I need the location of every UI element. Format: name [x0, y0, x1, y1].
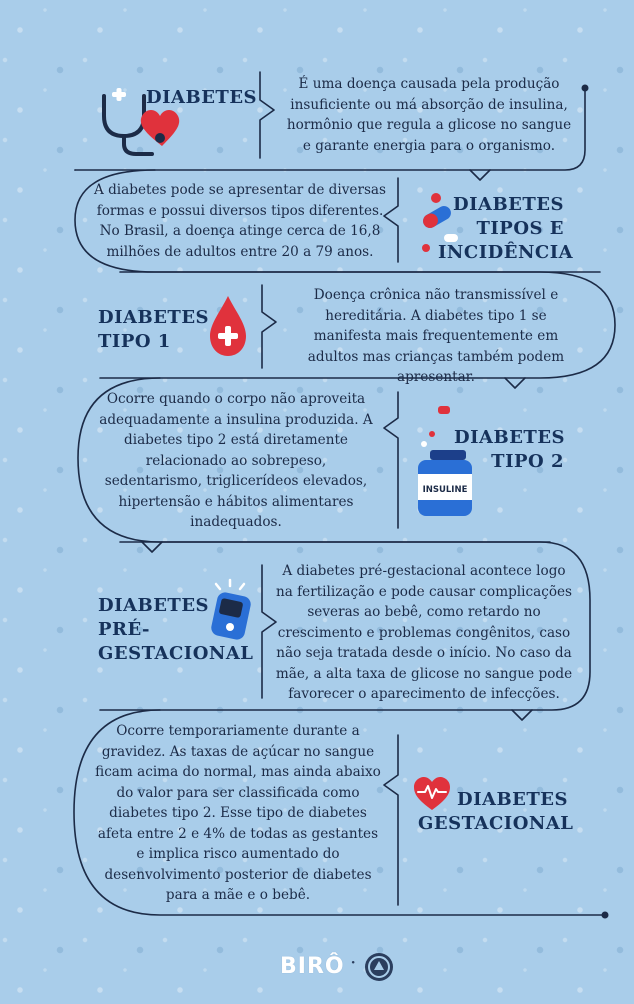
section-text: É uma doença causada pela produção insuficiente ou má absorção de insulina, hormônio que regula a glicose no sangue e garante energia para o organismo.: [286, 76, 572, 154]
section-text: Ocorre quando o corpo não aproveita adequadamente a insulina produzida. A diabetes tipo 2 está diretamente relacionado ao sobrepeso, sedentarismo, triglicerídeos elevados, hipertensão e hábitos alimentares inadequados.: [99, 391, 373, 530]
blood-drop-icon: [206, 294, 250, 358]
biro-logo: BIRÔ: [280, 954, 345, 979]
circular-emblem-icon: [364, 952, 394, 982]
section-text: Doença crônica não transmissível e hereditária. A diabetes tipo 1 se manifesta mais frequentemente em adultos mas crianças também podem apresentar.: [307, 287, 565, 385]
section-title: DIABETES TIPO 1: [98, 307, 210, 352]
section-text: A diabetes pode se apresentar de diversas formas e possui diversos tipos diferentes. No Brasil, a doença atinge cerca de 16,8 milhões de adultos entre 20 a 79 anos.: [93, 182, 387, 260]
footer: [278, 948, 398, 988]
section-text: Ocorre temporariamente durante a gravidez. As taxas de açúcar no sangue ficam acima do normal, mas ainda abaixo do valor para ser classificada como diabetes tipo 2. Esse tipo de diabetes afeta entre 2 e 4% de todas as gestantes e implica risco aumentado do desenvolvimento posterior de diabetes para a mãe e o bebê.: [95, 723, 381, 903]
footer-separator: ·: [350, 950, 357, 974]
section-title: DIABETES TIPOS E INCIDÊNCIA: [438, 194, 574, 263]
section-title: DIABETES GESTACIONAL: [418, 789, 574, 834]
section-title: DIABETES TIPO 2: [454, 427, 566, 472]
insulin-label: INSULINE: [422, 485, 468, 495]
section-title: DIABETES: [146, 87, 258, 108]
section-text: A diabetes pré-gestacional acontece logo na fertilização e pode causar complicações severas ao bebê, como retardo no crescimento e problemas congênitos, caso não seja tratada desde o início. No caso da mãe, a alta taxa de glicose no sangue pode favorecer o aparecimento de infecções.: [275, 563, 573, 702]
section-title: DIABETES PRÉ-GESTACIONAL: [98, 595, 254, 664]
glucometer-icon: [206, 578, 256, 640]
